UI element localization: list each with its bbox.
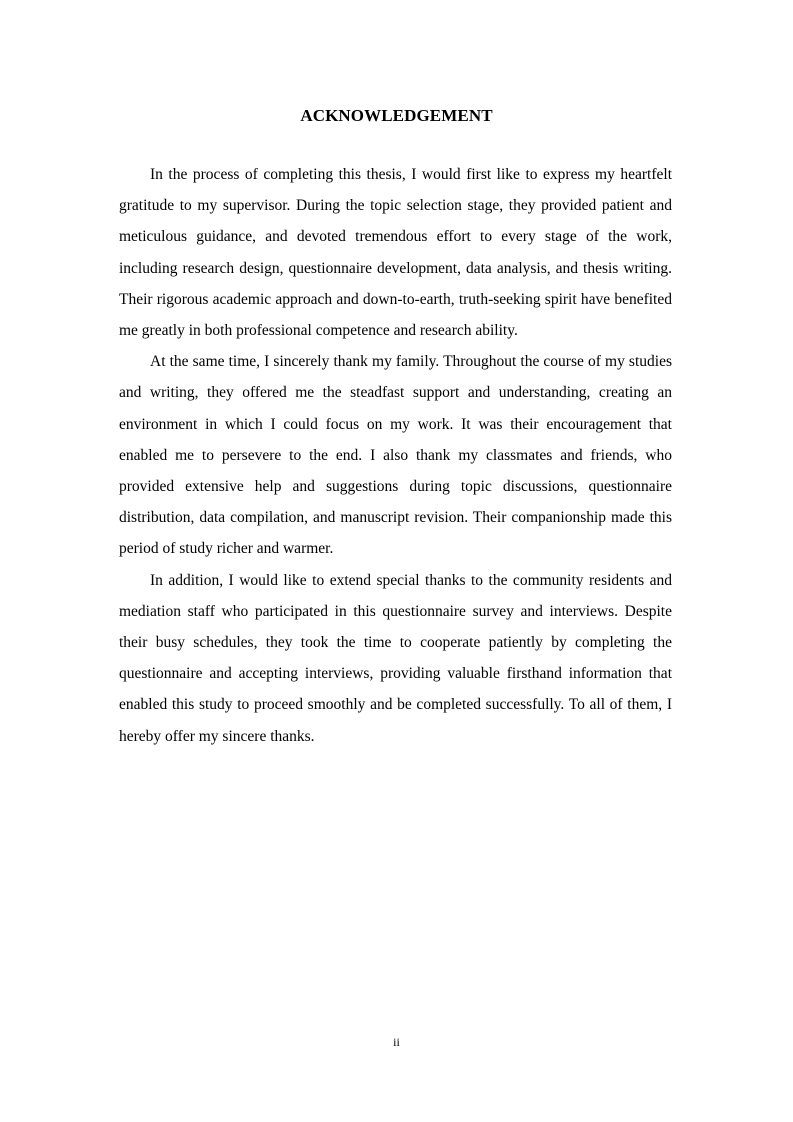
paragraph-supervisor: In the process of completing this thesis, I would first like to express my heartfelt gratitude to my supervisor. During the topic selection stage, they provided patient and meticulous guidance, and devoted tremendous effort to every stage of the work, including research design, questionnaire development, data analysis, and thesis writing. Their rigorous academic approach and down-to-earth, truth-seeking spirit have benefited me greatly in both professional competence and research ability. (119, 166, 672, 340)
page-number: ii (393, 1035, 400, 1049)
page-title: ACKNOWLEDGEMENT (300, 106, 493, 125)
paragraph-family-friends: At the same time, I sincerely thank my family. Throughout the course of my studies and writing, they offered me the steadfast support and understanding, creating an environment in which I could focus on my work. It was their encouragement that enabled me to persevere to the end. I also thank my classmates and friends, who provided extensive help and suggestions during topic discussions, questionnaire distribution, data compilation, and manuscript revision. Their companionship made this period of study richer and warmer. (119, 353, 672, 558)
body-text (119, 159, 672, 752)
paragraph-participants: In addition, I would like to extend special thanks to the community residents and mediation staff who participated in this questionnaire survey and interviews. Despite their busy schedules, they took the time to cooperate patiently by completing the questionnaire and accepting interviews, providing valuable firsthand information that enabled this study to proceed smoothly and be completed successfully. To all of them, I hereby offer my sincere thanks. (119, 571, 672, 745)
